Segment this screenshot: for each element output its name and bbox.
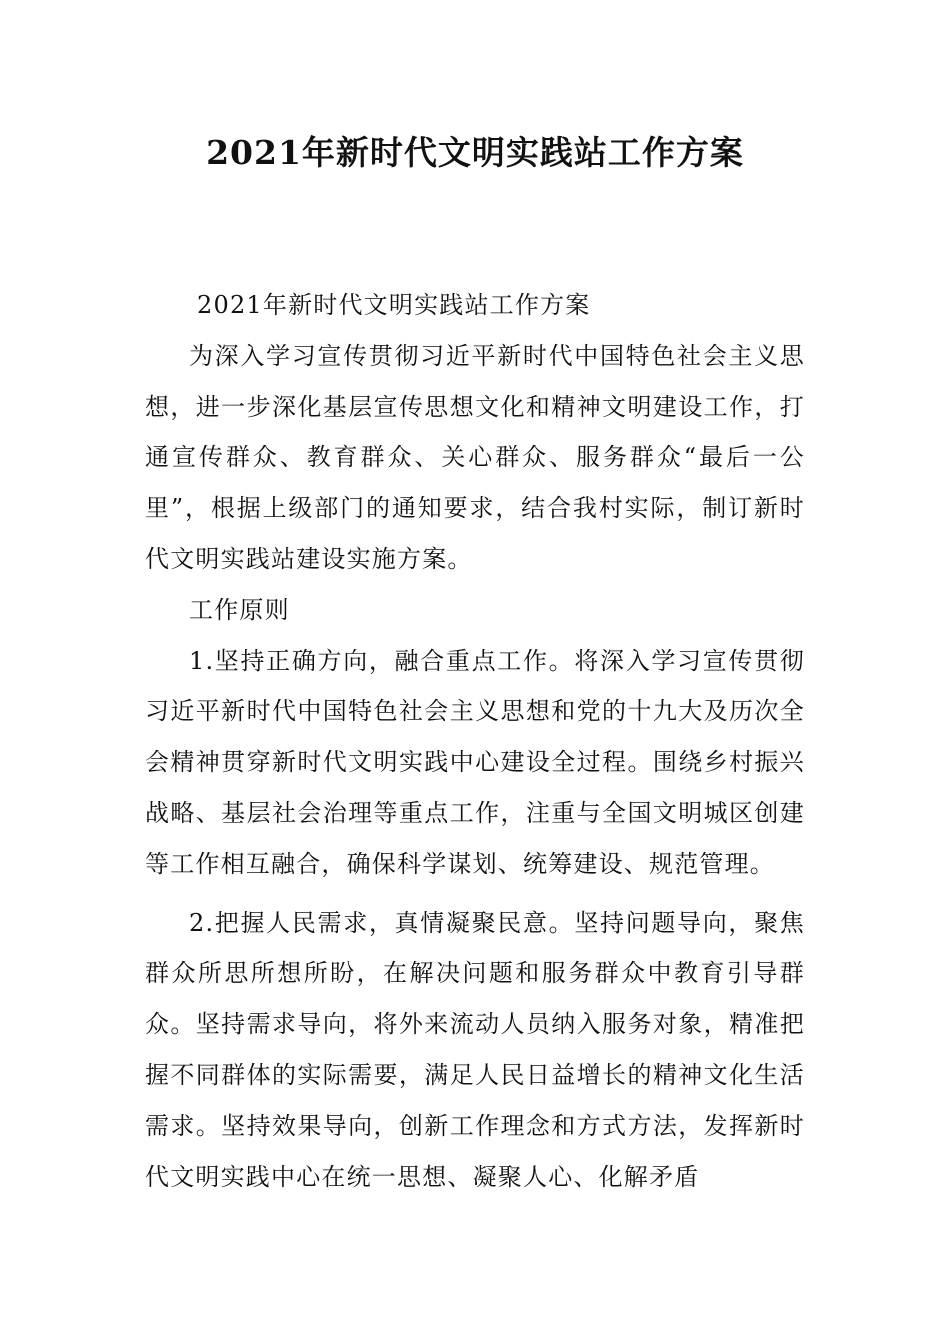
body-subtitle: 2021年新时代文明实践站工作方案: [197, 291, 591, 319]
document-title: 2021年新时代文明实践站工作方案: [206, 133, 744, 172]
document-body: [145, 280, 805, 1202]
intro-paragraph: 为深入学习宣传贯彻习近平新时代中国特色社会主义思想，进一步深化基层宣传思想文化和精神文明建设工作，打通宣传群众、教育群众、关心群众、服务群众“最后一公里”，根据上级部门的通知要求，结合我村实际，制订新时代文明实践站建设实施方案。: [145, 341, 805, 573]
section-heading-principles: 工作原则: [189, 595, 290, 624]
principle-paragraph-1: 1.坚持正确方向，融合重点工作。将深入学习宣传贯彻习近平新时代中国特色社会主义思想和党的十九大及历次全会精神贯穿新时代文明实践中心建设全过程。围绕乡村振兴战略、基层社会治理等重点工作，注重与全国文明城区创建等工作相互融合，确保科学谋划、统筹建设、规范管理。: [145, 646, 805, 878]
principle-paragraph-2: 2.把握人民需求，真情凝聚民意。坚持问题导向，聚焦群众所思所想所盼，在解决问题和服务群众中教育引导群众。坚持需求导向，将外来流动人员纳入服务对象，精准把握不同群体的实际需要，满足人民日益增长的精神文化生活需求。坚持效果导向，创新工作理念和方式方法，发挥新时代文明实践中心在统一思想、凝聚人心、化解矛盾: [145, 908, 805, 1191]
